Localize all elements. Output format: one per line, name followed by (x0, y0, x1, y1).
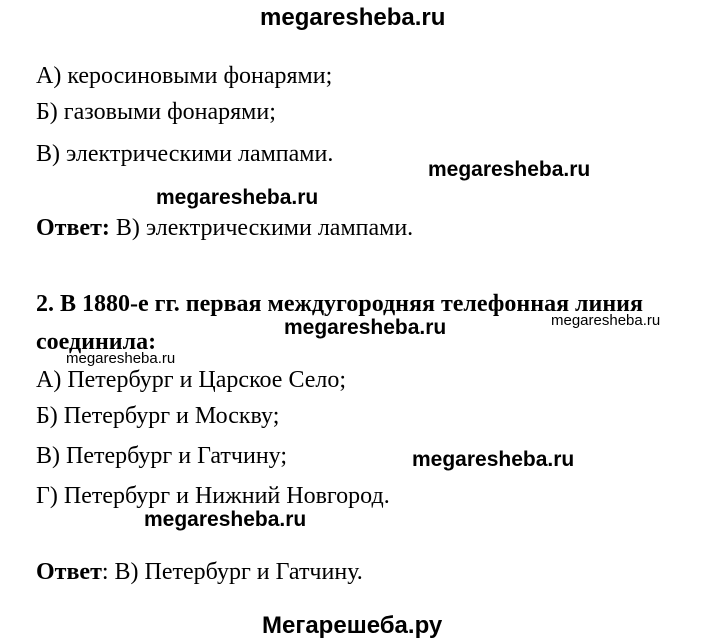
watermark: megaresheba.ru (156, 186, 319, 209)
q1-answer-label: Ответ: (36, 215, 110, 241)
watermark: megaresheba.ru (551, 312, 661, 329)
header-watermark: megaresheba.ru (260, 4, 446, 31)
q2-question-line1: 2. В 1880-е гг. первая междугородняя телефонная линия (36, 291, 643, 317)
watermark: megaresheba.ru (144, 508, 307, 531)
q2-answer (36, 558, 363, 586)
q2-question-line2: соединила: (36, 329, 157, 355)
watermark: megaresheba.ru (412, 448, 575, 471)
watermark: megaresheba.ru (66, 350, 176, 367)
q2-option-a: А) Петербург и Царское Село; (36, 367, 347, 393)
q1-option-b: Б) газовыми фонарями; (36, 99, 276, 125)
q2-answer-label: Ответ (36, 559, 102, 585)
watermark: megaresheba.ru (428, 158, 591, 181)
q1-option-a: А) керосиновыми фонарями; (36, 63, 333, 89)
q2-option-b: Б) Петербург и Москву; (36, 403, 280, 429)
q1-answer-text: В) электрическими лампами. (109, 215, 414, 241)
watermark: megaresheba.ru (284, 316, 447, 339)
q1-answer (36, 214, 413, 242)
q2-option-c: В) Петербург и Гатчину; (36, 443, 288, 469)
q2-option-d: Г) Петербург и Нижний Новгород. (36, 483, 390, 509)
q2-answer-text: : В) Петербург и Гатчину. (101, 559, 363, 585)
footer-watermark: Мегарешеба.ру (262, 612, 443, 639)
q1-option-c: В) электрическими лампами. (36, 141, 334, 167)
